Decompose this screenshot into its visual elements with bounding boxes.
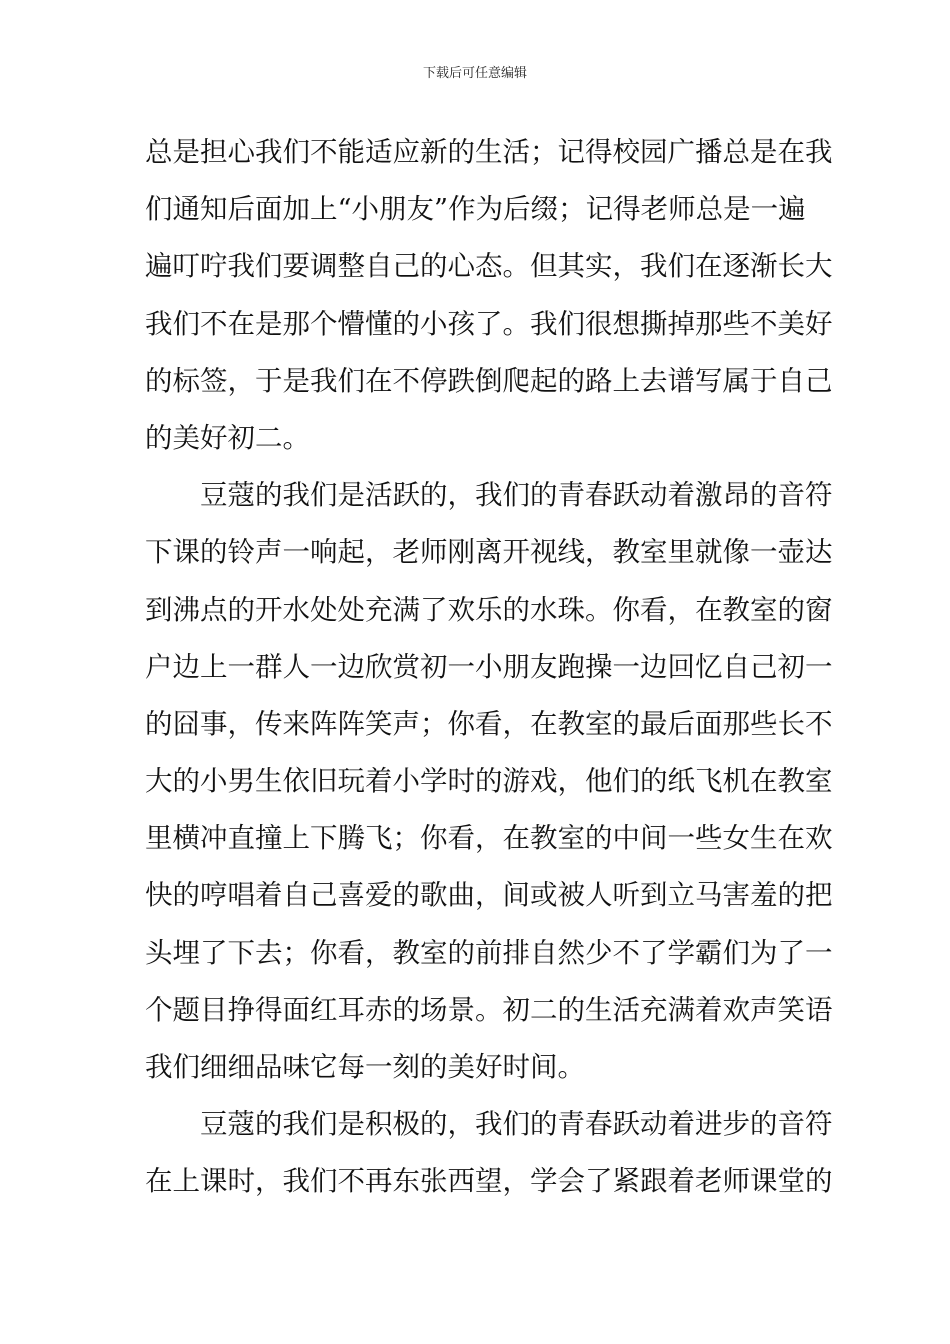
text-line: 快的哼唱着自己喜爱的歌曲，间或被人听到立马害羞的把 (145, 879, 833, 912)
text-line: 在上课时，我们不再东张西望，学会了紧跟着老师课堂的 (145, 1165, 833, 1198)
text-line: 个题目挣得面红耳赤的场景。初二的生活充满着欢声笑语 (145, 993, 833, 1026)
text-line: 我们细细品味它每一刻的美好时间。 (145, 1051, 585, 1083)
text-line: 到沸点的开水处处充满了欢乐的水珠。你看，在教室的窗 (145, 593, 833, 626)
text-line: 总是担心我们不能适应新的生活；记得校园广播总是在我 (145, 136, 833, 168)
text-line: 下课的铃声一响起，老师刚离开视线，教室里就像一壶达 (145, 536, 833, 569)
paragraph-first-line: 豆蔻的我们是积极的，我们的青春跃动着进步的音符 (200, 1108, 833, 1141)
document-body (145, 124, 833, 1211)
paragraph-first-line: 豆蔻的我们是活跃的，我们的青春跃动着激昂的音符 (200, 479, 833, 512)
text-line: 里横冲直撞上下腾飞；你看，在教室的中间一些女生在欢 (145, 822, 833, 855)
text-line: 的囧事，传来阵阵笑声；你看，在教室的最后面那些长不 (145, 707, 833, 740)
text-line: 的美好初二。 (145, 421, 310, 454)
text-line: 们通知后面加上“小朋友”作为后缀；记得老师总是一遍 (145, 193, 806, 226)
text-line: 户边上一群人一边欣赏初一小朋友跑操一边回忆自己初一 (145, 650, 833, 683)
text-line: 我们不在是那个懵懂的小孩了。我们很想撕掉那些不美好 (145, 307, 833, 340)
text-line: 大的小男生依旧玩着小学时的游戏，他们的纸飞机在教室 (145, 765, 833, 798)
text-line: 头埋了下去；你看，教室的前排自然少不了学霸们为了一 (145, 936, 833, 969)
text-line: 遍叮咛我们要调整自己的心态。但其实，我们在逐渐长大 (145, 250, 833, 283)
page-header: 下载后可任意编辑 (422, 66, 527, 81)
text-line: 的标签，于是我们在不停跌倒爬起的路上去谱写属于自己 (145, 364, 833, 397)
